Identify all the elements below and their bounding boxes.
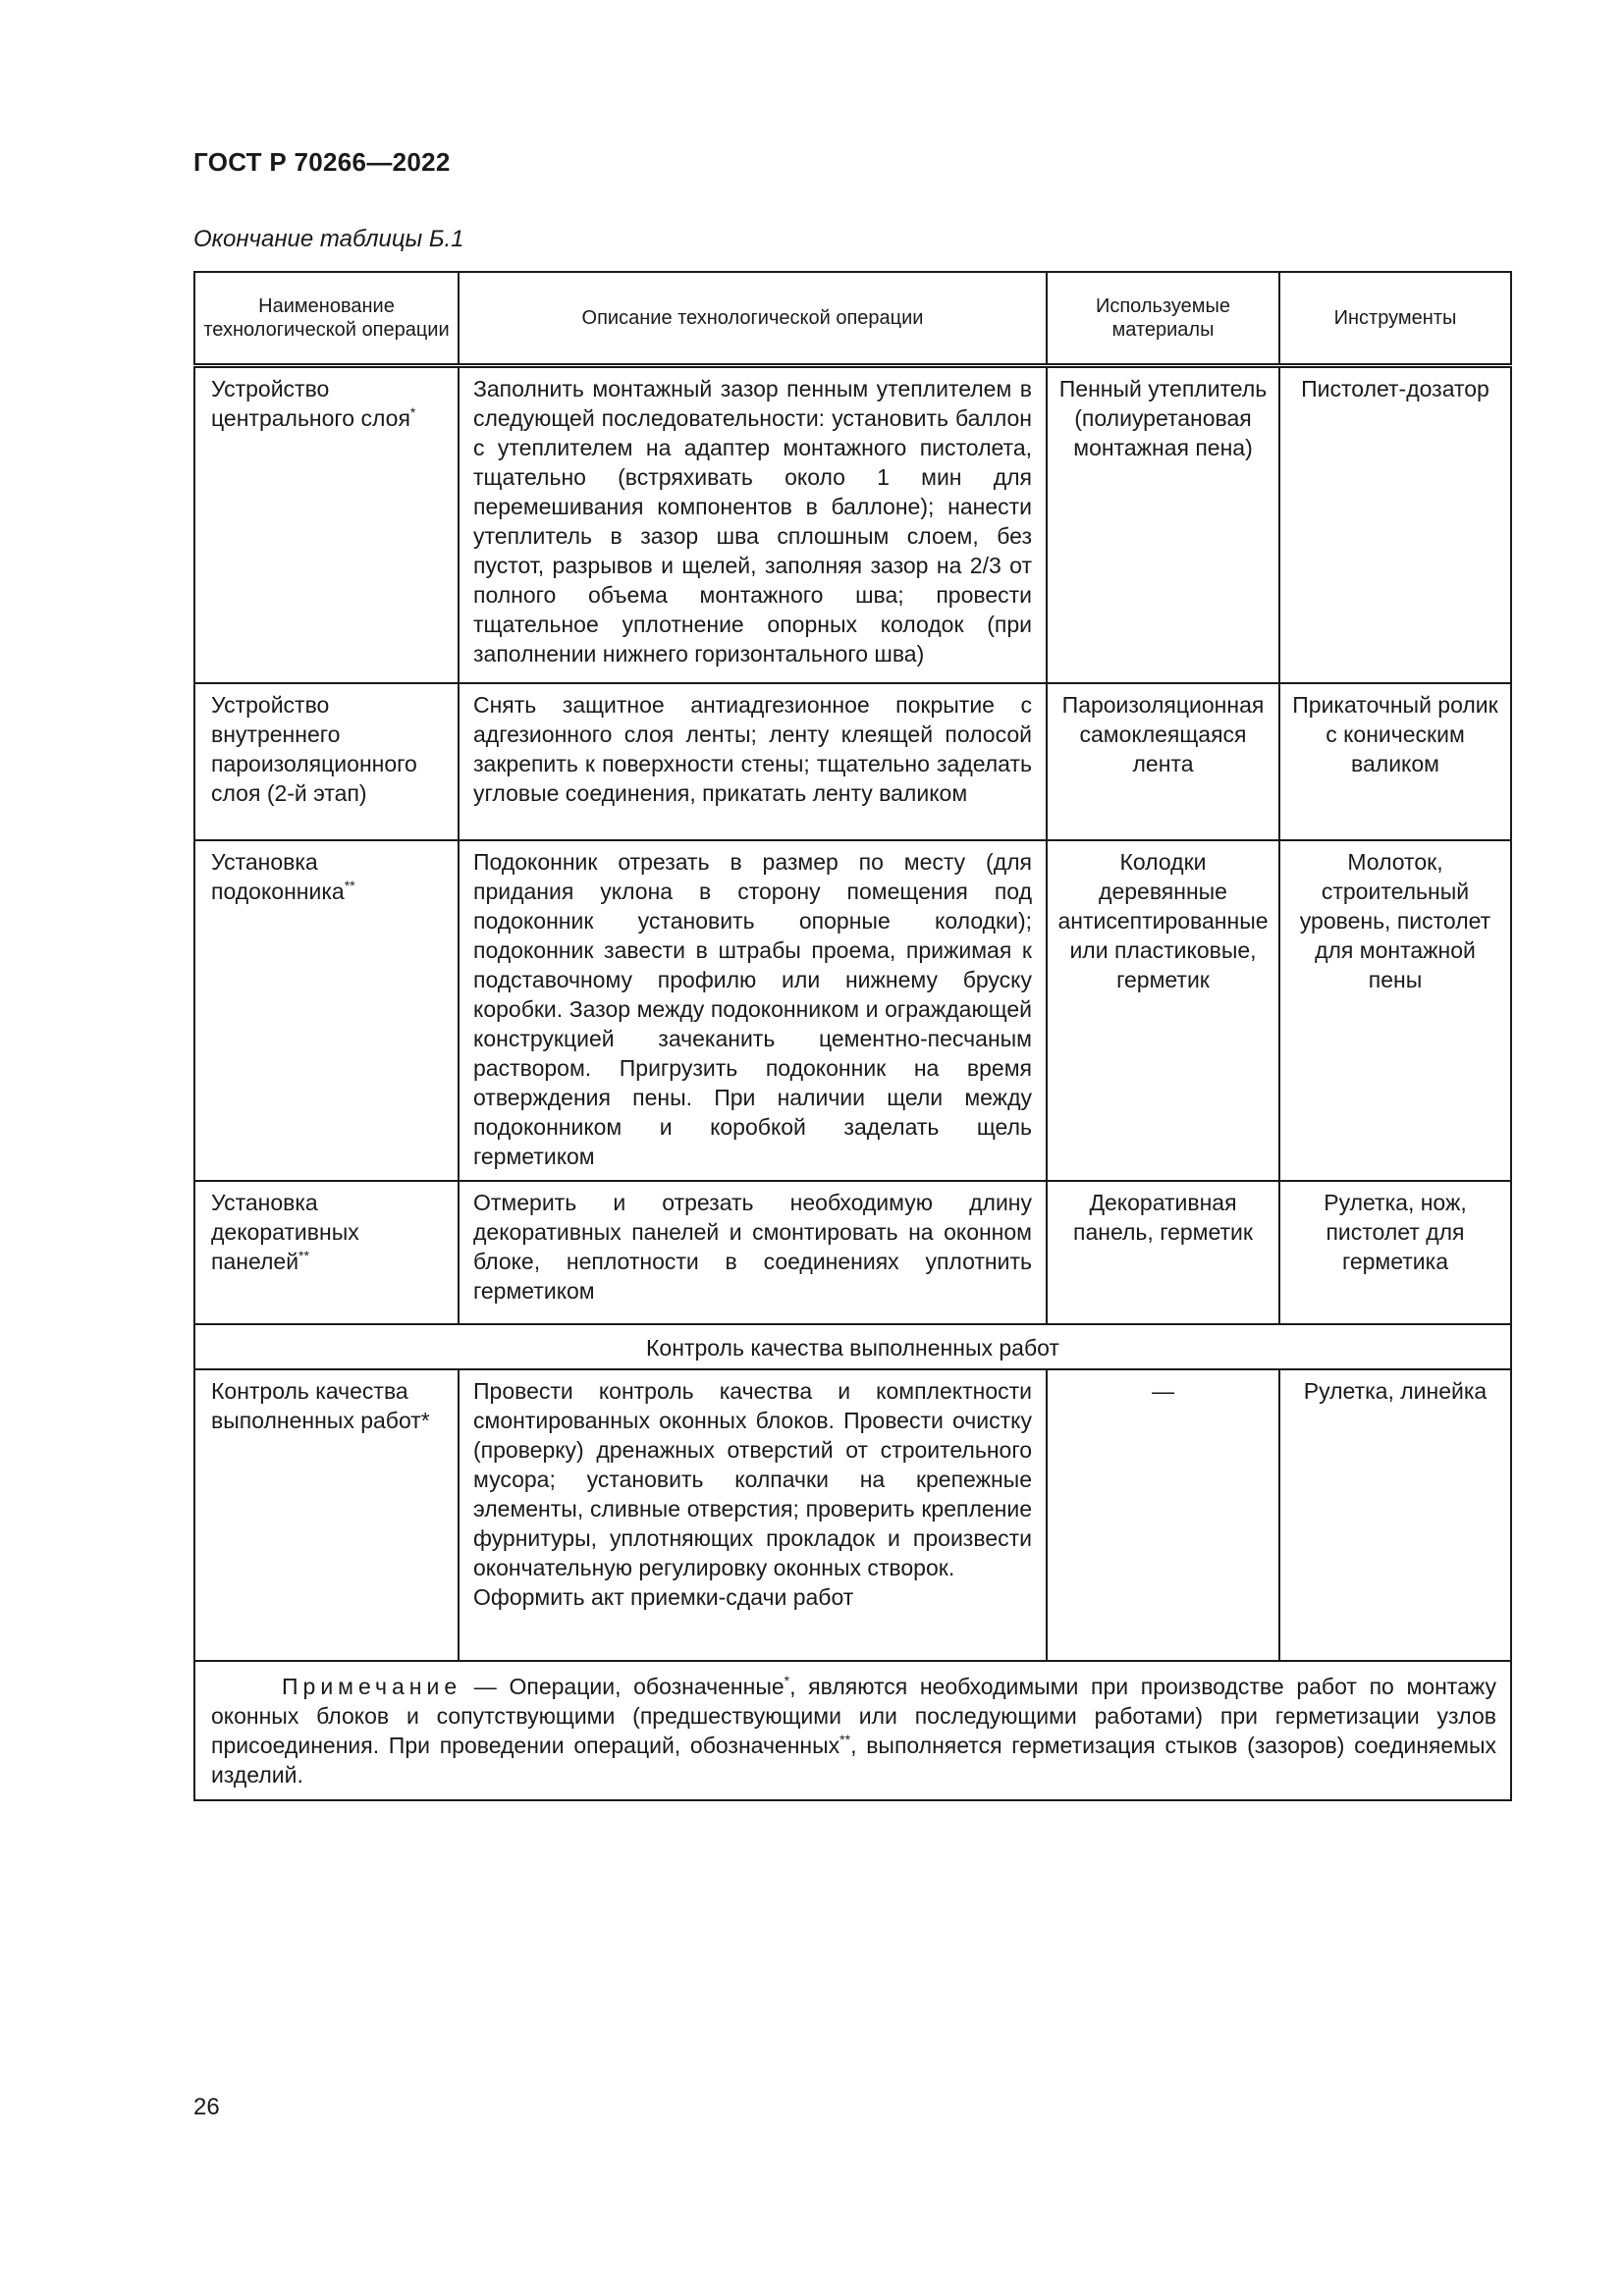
operation-description: Снять защитное антиадгезионное покрытие с адгезионного слоя ленты; ленту клеящей полосой закрепить к поверхности стены; тщательно заделать угловые соединения, прикатать ленту валиком [459, 683, 1047, 840]
operation-name: Контроль качества выполненных работ* [194, 1369, 459, 1661]
operation-name-cell [194, 683, 459, 840]
operation-description: Подоконник отрезать в размер по месту (для придания уклона в сторону помещения под подоконник установить опорные колодки); подоконник завести в штрабы проема, прижимая к подставочному профилю или нижнему бруску коробки. Зазор между подоконником и ограждающей конструкцией зачеканить цементно-песчаным раствором. Пригрузить подоконник на время отверждения пены. При наличии щели между подоконником и коробкой заделать щель герметиком [459, 840, 1047, 1181]
table-row [194, 1369, 1511, 1661]
operation-description-final: Оформить акт приемки-сдачи работ [473, 1583, 854, 1610]
operation-name: Установка декоративных панелей [211, 1189, 359, 1274]
table-row [194, 840, 1511, 1181]
operation-tools: Пистолет-дозатор [1279, 366, 1511, 683]
footnote-mark: ** [298, 1247, 309, 1263]
operation-materials: — [1047, 1369, 1279, 1661]
column-header-description: Описание технологической операции [459, 272, 1047, 366]
operation-materials: Декоративная панель, герметик [1047, 1181, 1279, 1324]
document-header: ГОСТ Р 70266—2022 [193, 147, 451, 177]
operation-name: Устройство центрального слоя [211, 376, 410, 431]
note-label: Примечание [282, 1673, 462, 1699]
table-row [194, 1181, 1511, 1324]
operations-table [193, 271, 1512, 1801]
operation-materials: Пароизоляционная самоклеящаяся лента [1047, 683, 1279, 840]
footnote-mark: ** [839, 1731, 851, 1747]
operation-name-cell [194, 840, 459, 1181]
operation-tools: Молоток, строительный уровень, пистолет для монтажной пены [1279, 840, 1511, 1181]
operation-name-cell [194, 1181, 459, 1324]
operation-description-cell [459, 1369, 1047, 1661]
note-dash: — [461, 1673, 510, 1699]
operation-tools: Рулетка, нож, пистолет для герметика [1279, 1181, 1511, 1324]
section-title: Контроль качества выполненных работ [194, 1324, 1511, 1369]
table-row [194, 366, 1511, 683]
table-note [194, 1661, 1511, 1800]
operation-description: Отмерить и отрезать необходимую длину декоративных панелей и смонтировать на оконном блоке, неплотности в соединениях уплотнить герметиком [459, 1181, 1047, 1324]
table-caption: Окончание таблицы Б.1 [193, 226, 464, 252]
footnote-mark: ** [344, 877, 355, 893]
footnote-mark: * [784, 1672, 790, 1688]
column-header-name: Наименование технологической операции [194, 272, 459, 366]
note-text: , выполняется герметизация стыков (зазоров) соединяемых изделий. [211, 1732, 1496, 1788]
table-row [194, 683, 1511, 840]
operation-tools: Прикаточный ролик с коническим валиком [1279, 683, 1511, 840]
operation-tools: Рулетка, линейка [1279, 1369, 1511, 1661]
operation-materials: Пенный утеплитель (полиуретановая монтажная пена) [1047, 366, 1279, 683]
operation-name-cell [194, 366, 459, 683]
footnote-mark: * [409, 404, 416, 420]
page-number: 26 [193, 2094, 220, 2120]
operation-name: Установка подоконника [211, 848, 345, 904]
column-header-tools: Инструменты [1279, 272, 1511, 366]
note-row [194, 1661, 1511, 1800]
note-text: Операции, обозначенные [509, 1673, 785, 1699]
operation-name: Устройство внутреннего пароизоляционного слоя (2-й этап) [211, 691, 417, 806]
section-row [194, 1324, 1511, 1369]
operation-description: Заполнить монтажный зазор пенным утеплителем в следующей последовательности: установить баллон с утеплителем на адаптер монтажного пистолета, тщательно (встряхивать около 1 мин для перемешивания компонентов в баллоне); нанести утеплитель в зазор шва сплошным слоем, без пустот, разрывов и щелей, заполняя зазор на 2/3 от полного объема монтажного шва; провести тщательное уплотнение опорных колодок (при заполнении нижнего горизонтального шва) [459, 366, 1047, 683]
operation-materials: Колодки деревянные антисептированные или пластиковые, герметик [1047, 840, 1279, 1181]
table-header-row [194, 272, 1511, 366]
column-header-materials: Используемые материалы [1047, 272, 1279, 366]
note-text: , являются необходимыми при производстве работ по монтажу оконных блоков и сопутствующими (предшествующими или последующими работами) при герметизации узлов присоединения. При проведении операций, обозначенных [211, 1673, 1497, 1758]
operation-description: Провести контроль качества и комплектности смонтированных оконных блоков. Провести очистку (проверку) дренажных отверстий от строительного мусора; установить колпачки на крепежные элементы, сливные отверстия; проверить крепление фурнитуры, уплотняющих прокладок и произвести окончательную регулировку оконных створок. [473, 1377, 1032, 1580]
